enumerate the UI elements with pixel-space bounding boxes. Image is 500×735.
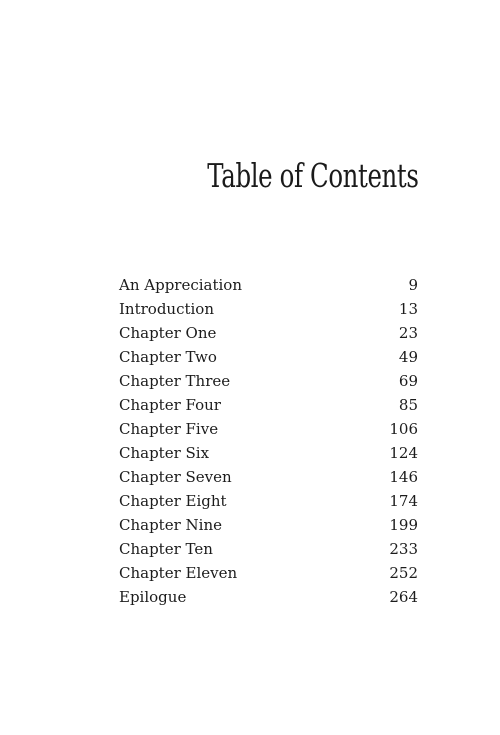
toc-entry-page-number: 106 — [389, 420, 418, 438]
toc-entry-label: Chapter Six — [119, 444, 210, 462]
toc-entry-label: Chapter Five — [119, 420, 219, 438]
toc-entry[interactable] — [119, 513, 418, 537]
toc-entry-page-number: 69 — [398, 372, 418, 390]
toc-entry-page-number: 199 — [389, 516, 418, 534]
toc-entry-page-number: 233 — [389, 540, 418, 558]
toc-entry-page-number: 49 — [398, 348, 418, 366]
toc-entry-page-number: 146 — [389, 468, 418, 486]
toc-entry-label: Chapter Ten — [119, 540, 213, 558]
toc-entry-label: Chapter One — [119, 324, 217, 342]
toc-entry-page-number: 85 — [398, 396, 418, 414]
toc-entry-label: Chapter Seven — [119, 468, 232, 486]
toc-entry[interactable] — [119, 441, 418, 465]
toc-entry-label: Chapter Four — [119, 396, 221, 414]
toc-entry[interactable] — [119, 465, 418, 489]
toc-entry[interactable] — [119, 393, 418, 417]
toc-entry-page-number: 252 — [389, 564, 418, 582]
toc-entry-label: Chapter Eight — [119, 492, 227, 510]
toc-entry[interactable] — [119, 537, 418, 561]
toc-entry-label: Chapter Three — [119, 372, 231, 390]
toc-entry-label: Chapter Nine — [119, 516, 222, 534]
toc-entry-label: An Appreciation — [119, 276, 243, 294]
toc-entry-label: Epilogue — [119, 588, 187, 606]
toc-entry-label: Chapter Two — [119, 348, 217, 366]
toc-entry[interactable] — [119, 489, 418, 513]
toc-entry-page-number: 174 — [389, 492, 418, 510]
page-title: Table of Contents — [207, 156, 419, 195]
toc-entry[interactable] — [119, 561, 418, 585]
toc-entry-page-number: 9 — [408, 276, 418, 294]
toc-entry[interactable] — [119, 345, 418, 369]
toc-entry-page-number: 264 — [389, 588, 418, 606]
toc-entry-page-number: 13 — [398, 300, 418, 318]
toc-list — [119, 273, 418, 609]
toc-entry[interactable] — [119, 585, 418, 609]
toc-entry[interactable] — [119, 297, 418, 321]
toc-entry-label: Chapter Eleven — [119, 564, 238, 582]
toc-entry[interactable] — [119, 417, 418, 441]
toc-entry-page-number: 23 — [398, 324, 418, 342]
toc-entry[interactable] — [119, 321, 418, 345]
toc-entry-page-number: 124 — [389, 444, 418, 462]
toc-entry[interactable] — [119, 273, 418, 297]
toc-entry-label: Introduction — [119, 300, 214, 318]
toc-entry[interactable] — [119, 369, 418, 393]
